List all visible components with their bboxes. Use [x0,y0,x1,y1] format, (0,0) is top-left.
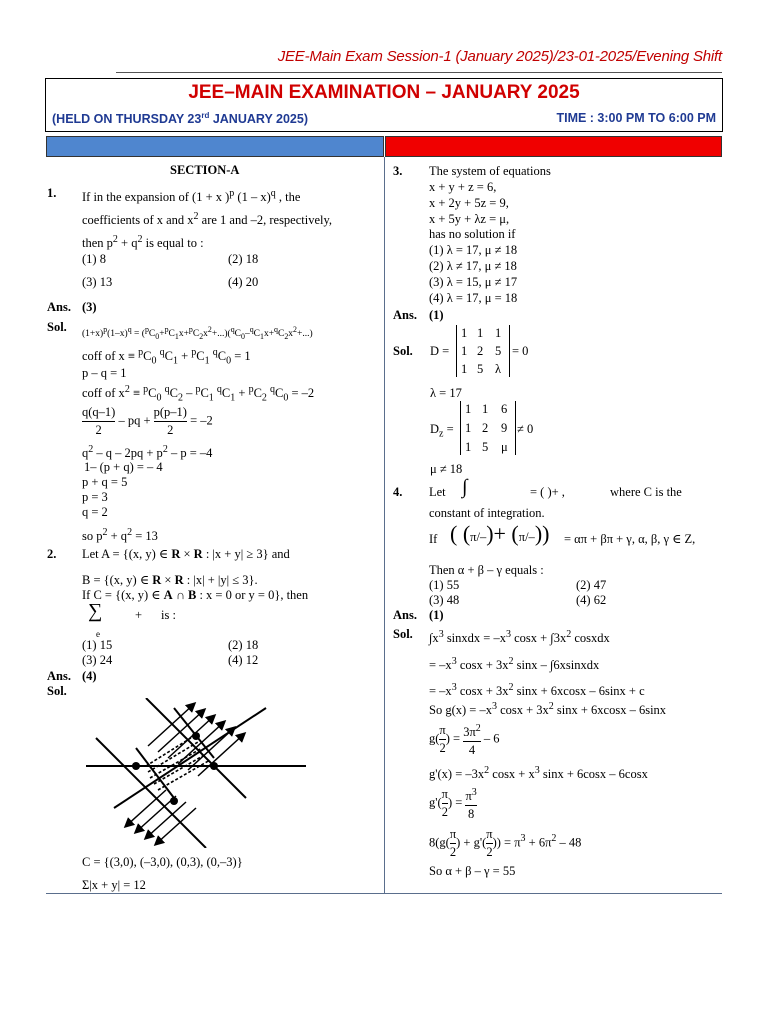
d-determinant: 1 1 1 1 2 5 1 5 λ [456,325,510,377]
dz-result: ≠ 0 [517,422,534,436]
q1-sol-coff-x2: coff of $x^2 \equiv ^pC_0$ $^qC_2 - ^pC_1$ $^qC_1 + ^pC_2$ $^qC_0 = -2$ [82,384,315,404]
q2-sol-label: Sol. [47,684,67,698]
q2-sol-sum: Σ|x + y| = 12 [82,878,146,892]
dz-determinant: 1 1 6 1 2 9 1 5 μ [460,401,516,455]
q2-option-3: (3) 24 [82,653,113,667]
q1-sol-step-1: 1– (p + q) = – 4 [84,460,163,474]
top-rule [116,72,722,73]
q1-option-2: (2) 18 [228,252,259,266]
q1-answer: (3) [82,300,97,314]
q3-option-1: (1) λ = 17, μ ≠ 18 [429,243,518,257]
integral-symbol: ∫ [462,476,468,498]
q1-option-3: (3) 13 [82,275,113,289]
q2-line-4-plus: + [135,608,143,622]
q1-sol-fraction-eq: $\frac{q(q-1)}{2}$ – pq + $\frac{p(p-1)}{2}$ = –2 [82,405,213,437]
left-column-bar [46,136,384,157]
q1-sol-result: so $p^2 + q^2 = 13$ [82,527,158,544]
q4-sol-step-1: $\int x^3$ sinxdx = $-x^3$ $\cos x + \int 3x^2$ cosxdx [429,629,610,646]
q2-number: 2. [47,547,57,561]
bottom-rule [46,893,722,894]
q4-condition: = απ + βπ + γ, α, β, γ ∈ Z, [564,532,696,546]
q3-line-1: The system of equations [429,164,551,178]
right-column-bar [385,136,722,157]
q1-line-2: coefficients of x and $x^2$ are 1 and –2, respectively, [82,211,333,228]
q4-sol-g-pi2: g( $\frac{\pi}{2}$ ) = $\frac{3\pi^2}{4}$ – 6 [429,720,500,759]
exam-header [45,78,723,132]
diagram-axes [86,708,306,808]
exam-session-note: JEE-Main Exam Session-1 (January 2025)/23-01-2025/Evening Shift [277,48,722,65]
q3-sol-label: Sol. [393,344,413,358]
q4-equals: = ( )+ , [530,485,565,499]
q2-line-4-is: is : [161,608,176,622]
mu-value: μ ≠ 18 [430,462,463,476]
q2-line-2: B = {(x, y) ∈ R × R : |x| + |y| ≤ 3}. [82,573,258,587]
sum-subscript: e [96,629,100,639]
q1-sol-p-minus-q: p – q = 1 [82,366,127,380]
q4-sol-step-2: = $-x^3$ $\cos x + 3x^2$ sinx – ∫6xsinxdx [429,656,600,673]
q4-option-3: (3) 48 [429,593,460,607]
q2-option-2: (2) 18 [228,638,259,652]
q4-line-2: constant of integration. [429,506,545,520]
q2-line-1: Let A = {(x, y) ∈ R × R : |x + y| ≥ 3} and [82,547,290,561]
lambda-value: λ = 17 [430,386,462,400]
q1-sol-coff-x: coff of $x \equiv ^pC_0$ $^qC_1 + ^pC_1$ $^qC_0 = 1$ [82,347,251,367]
q1-sol-expansion: $(1+x)^p(1-x)^q = (^pC_0+^pC_1x+^pC_2x^2+...)(^qC_0-^qC_1x+^qC_2x^2+...)$ [82,325,313,342]
q4-option-4: (4) 62 [576,593,607,607]
q1-sol-step-3: p = 3 [82,490,108,504]
q2-answer: (4) [82,669,97,683]
q3-ans-label: Ans. [393,308,417,322]
q4-sol-combined: 8(g( $\frac{\pi}{2}$ ) + g'( $\frac{\pi}{2}$ )) = $\pi^3 + 6\pi^2 - 48$ [429,827,582,859]
q4-sol-label: Sol. [393,627,413,641]
q4-sol-step-3: = $-x^3$ $\cos x + 3x^2$ sinx + 6xcosx – 6sinx + c [429,682,645,699]
q4-ans-label: Ans. [393,608,417,622]
q3-option-2: (2) λ ≠ 17, μ ≠ 18 [429,259,517,273]
q1-sol-step-2: p + q = 5 [82,475,128,489]
q3-answer: (1) [429,308,444,322]
q4-answer: (1) [429,608,444,622]
q1-line-3: then $p^2 + q^2$ is equal to : [82,234,204,251]
q4-number: 4. [393,485,403,499]
q2-option-1: (1) 15 [82,638,113,652]
d-label: D = [430,344,450,358]
q4-sol-gx: So $g(x) = -x^3$ $\cos x + 3x^2$ sinx + 6xcosx – 6sinx [429,701,667,718]
held-date: (HELD ON THURSDAY 23rd JANUARY 2025) [52,111,308,127]
exam-title: JEE–MAIN EXAMINATION – JANUARY 2025 [188,82,580,103]
q2-option-4: (4) 12 [228,653,259,667]
q2-sol-set-c: C = {(3,0), (–3,0), (0,3), (0,–3)} [82,855,243,869]
q4-sol-gprime-pi2: g'( $\frac{\pi}{2}$ ) = $\frac{\pi^3}{8}$ [429,784,477,823]
q4-paren-expr: ( (π/–)+ (π/–)) [450,521,550,546]
q1-option-4: (4) 20 [228,275,259,289]
q4-option-2: (2) 47 [576,578,607,592]
region-diagram [86,698,306,848]
exam-time: TIME : 3:00 PM TO 6:00 PM [556,111,716,125]
d-result: = 0 [512,344,529,358]
q2-ans-label: Ans. [47,669,71,683]
q4-line-4: Then α + β – γ equals : [429,563,544,577]
q3-line-5: has no solution if [429,227,516,241]
q1-sol-expanded: $q^2 - q - 2pq + p^2 - p = -4$ [82,444,213,461]
q1-line-1: If in the expansion of (1 + x )$^p$ (1 – x)$^q$ , the [82,188,301,205]
region-boundaries [96,698,246,848]
sum-symbol: ∑ [88,600,103,622]
q4-sol-gprime: $g'(x) = -3x^2$ $\cos x + x^3$ sinx + 6cosx – 6cosx [429,765,648,782]
q4-if: If [429,532,438,546]
q1-sol-step-4: q = 2 [82,505,108,519]
q4-where: where C is the [610,485,682,499]
q1-number: 1. [47,186,57,200]
dz-label: $D_z$ = [430,422,454,440]
q3-line-2: x + y + z = 6, [429,180,497,194]
q1-option-1: (1) 8 [82,252,106,266]
q1-sol-label: Sol. [47,320,67,334]
q3-number: 3. [393,164,403,178]
section-title: SECTION-A [170,163,240,177]
q4-let: Let [429,485,446,499]
q3-option-4: (4) λ = 17, μ = 18 [429,291,518,305]
q3-option-3: (3) λ = 15, μ ≠ 17 [429,275,518,289]
q3-line-4: x + 5y + λz = μ, [429,212,510,226]
q4-option-1: (1) 55 [429,578,460,592]
q3-line-3: x + 2y + 5z = 9, [429,196,509,210]
q2-line-3: If C = {(x, y) ∈ A ∩ B : x = 0 or y = 0}, then [82,588,309,602]
q1-ans-label: Ans. [47,300,71,314]
q4-sol-result: So α + β – γ = 55 [429,864,516,878]
column-divider [384,157,385,893]
